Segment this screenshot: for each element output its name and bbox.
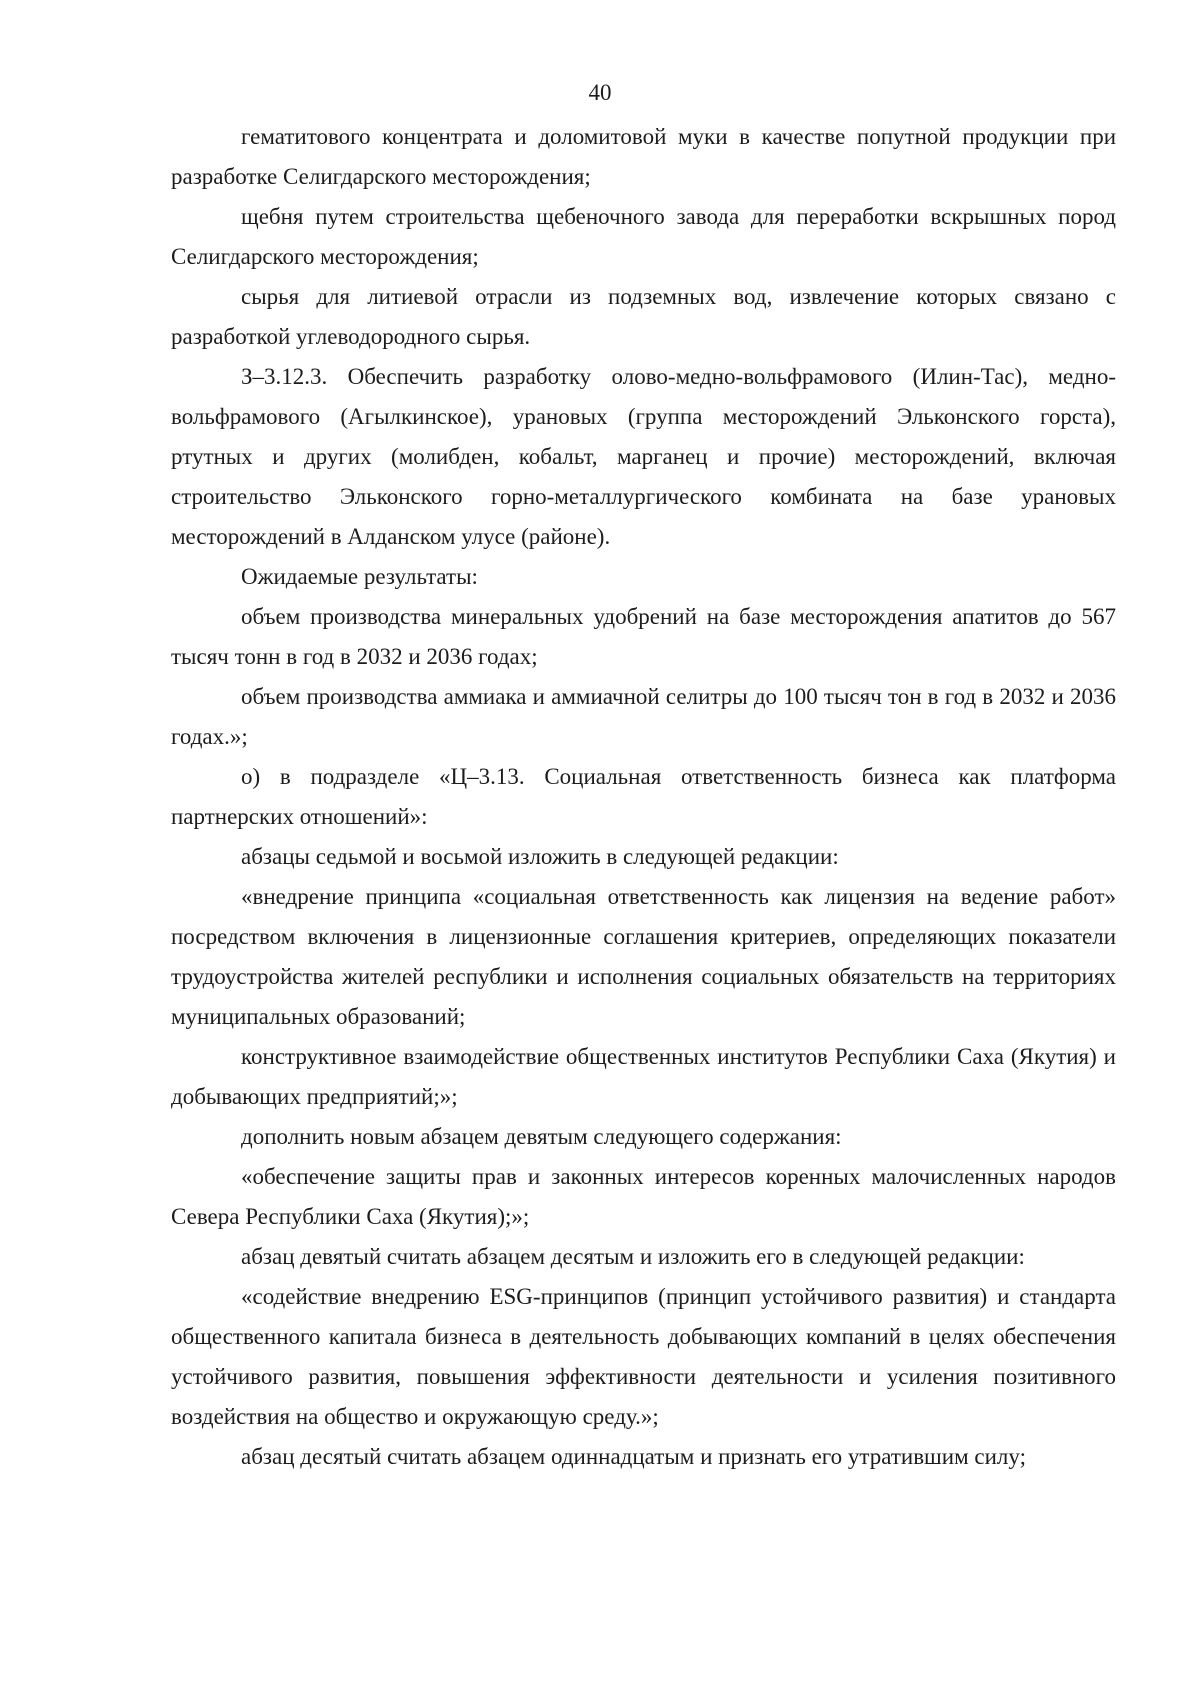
paragraph-social-responsibility-license: «внедрение принципа «социальная ответственность как лицензия на ведение работ» посредством включения в лицензионные соглашения критериев, определяющих показатели трудоустройства жителей республики и исполнения социальных обязательств на территориях муниципальных образований; xyxy=(171,884,1116,1029)
paragraph-lithium-raw-materials: сырья для литиевой отрасли из подземных вод, извлечение которых связано с разработкой углеводородного сырья. xyxy=(171,284,1116,349)
paragraph-add-ninth: дополнить новым абзацем девятым следующего содержания: xyxy=(241,1124,842,1149)
paragraph-constructive-interaction: конструктивное взаимодействие общественных институтов Республики Саха (Якутия) и добывающих предприятий;»; xyxy=(171,1044,1116,1109)
paragraph-amend-seventh-eighth: абзацы седьмой и восьмой изложить в следующей редакции: xyxy=(241,844,839,869)
paragraph-tenth-to-eleventh: абзац десятый считать абзацем одиннадцатым и признать его утратившим силу; xyxy=(241,1444,1026,1469)
paragraph-fertilizer-volume: объем производства минеральных удобрений на базе месторождения апатитов до 567 тысяч тонн в год в 2032 и 2036 годах; xyxy=(171,604,1116,669)
page-number: 40 xyxy=(588,80,612,105)
paragraph-esg-principles: «содействие внедрению ESG-принципов (принцип устойчивого развития) и стандарта общественного капитала бизнеса в деятельность добывающих компаний в целях обеспечения устойчивого развития, повышения эффективности деятельности и усиления позитивного воздействия на общество и окружающую среду.»; xyxy=(171,1284,1116,1429)
paragraph-ammonia-volume: объем производства аммиака и аммиачной селитры до 100 тысяч тон в год в 2032 и 2036 годах.»; xyxy=(171,684,1116,749)
paragraph-subsection-c-3-13: о) в подразделе «Ц–3.13. Социальная ответственность бизнеса как платформа партнерских отношений»: xyxy=(171,764,1116,829)
document-body xyxy=(171,117,1116,1477)
paragraph-z-3-12-3: З–3.12.3. Обеспечить разработку олово-медно-вольфрамового (Илин-Тас), медно-вольфрамового (Агылкинское), урановых (группа месторождений Эльконского горста), ртутных и других (молибден, кобальт, марганец и прочие) месторождений, включая строительство Эльконского горно-металлургического комбината на базе урановых месторождений в Алданском улусе (районе). xyxy=(171,364,1116,549)
paragraph-indigenous-rights: «обеспечение защиты прав и законных интересов коренных малочисленных народов Севера Республики Саха (Якутия);»; xyxy=(171,1164,1116,1229)
paragraph-crushed-stone: щебня путем строительства щебеночного завода для переработки вскрышных пород Селигдарского месторождения; xyxy=(171,204,1116,269)
paragraph-ninth-to-tenth: абзац девятый считать абзацем десятым и изложить его в следующей редакции: xyxy=(241,1244,1025,1269)
paragraph-expected-results-heading: Ожидаемые результаты: xyxy=(241,564,478,589)
paragraph-hematite-concentrate: гематитового концентрата и доломитовой муки в качестве попутной продукции при разработке Селигдарского месторождения; xyxy=(171,124,1116,189)
